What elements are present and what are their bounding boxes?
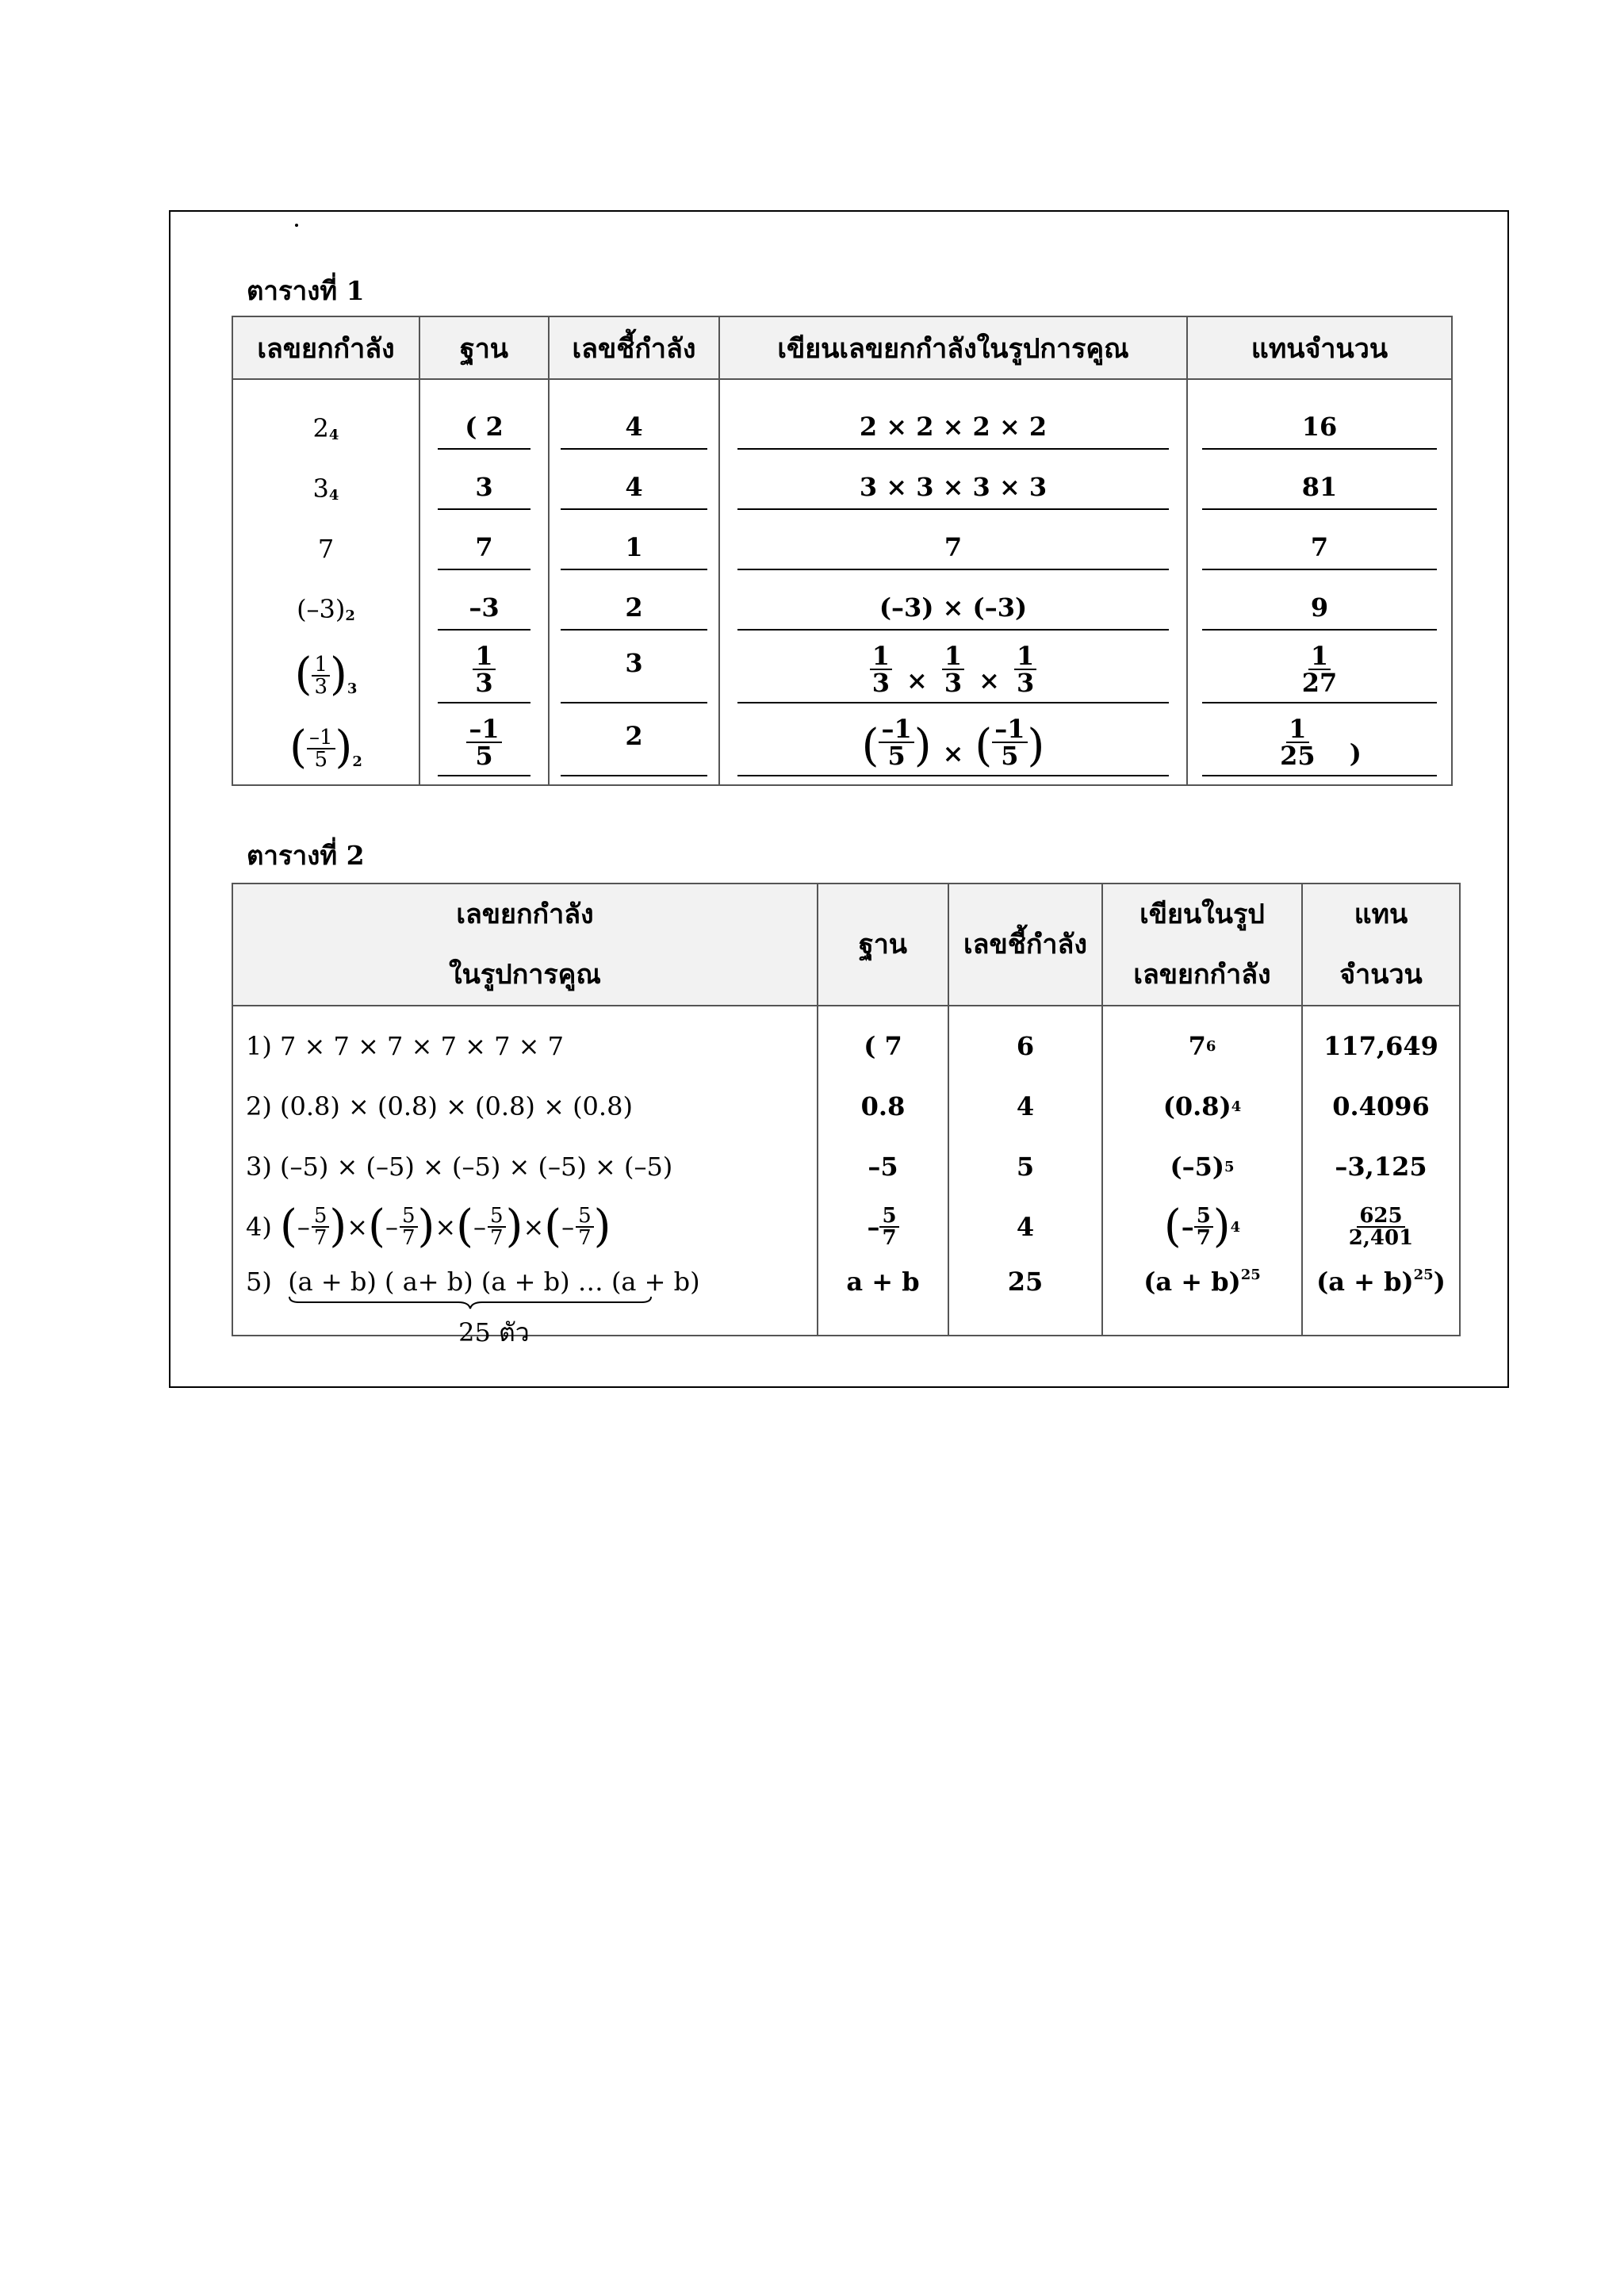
table2-header-value: แทน จำนวน <box>1302 884 1460 1006</box>
table1-base-cell: $\frac{-1}{5}$ <box>438 703 530 776</box>
underbrace-icon <box>288 1295 653 1309</box>
table2-power-cell: 7 6 <box>1188 1031 1216 1061</box>
table1-base-cell: –3 <box>438 570 530 631</box>
table2-value-column <box>1302 1006 1460 1336</box>
table1-exponent-cell: 2 <box>561 703 707 776</box>
table2-product-cell: 4) ( – $\frac{5}{7}$ ) × ( – $\frac{5}{7}$ ) × ( – $\frac{5}{7}$ ) × ( – $\frac{5}{7}$ ) <box>246 1201 611 1252</box>
table1-product-cell: (–3) × (–3) <box>737 570 1169 631</box>
table1-header-power: เลขยกกำลัง <box>232 316 419 379</box>
table2-product-cell: 1) 7 × 7 × 7 × 7 × 7 × 7 <box>246 1031 564 1061</box>
table1-exponent-cell: 2 <box>561 570 707 631</box>
table1-power-column <box>232 379 419 785</box>
table2-exponent-cell: 4 <box>1016 1091 1035 1121</box>
table1-power-cell: 7 <box>317 534 335 564</box>
table1-power-cell: ( $\frac{1}{3}$ ) $_3$ <box>294 649 358 700</box>
table1-value-cell: 9 <box>1202 570 1437 631</box>
table2-value-cell: 117,649 <box>1323 1031 1438 1061</box>
table2-base-cell: a + b <box>846 1267 920 1297</box>
table1-exponent-cell: 1 <box>561 510 707 570</box>
table1-exponent-cell: 4 <box>561 450 707 510</box>
table2-value-cell: $\frac{625}{2,401}$ <box>1348 1204 1414 1250</box>
table2-caption: ตารางที่ 2 <box>247 840 365 871</box>
table1-exponent-cell: 3 <box>561 631 707 703</box>
table2-value-cell: 0.4096 <box>1332 1091 1430 1121</box>
table2-power-cell: ( – $\frac{5}{7}$ ) 4 <box>1163 1201 1241 1252</box>
table1-base-cell: 7 <box>438 510 530 570</box>
table1-header-row <box>232 316 1452 379</box>
table1-value-cell: $\frac{1}{25}$ ) <box>1202 703 1437 776</box>
table2-header-power: เขียนในรูป เลขยกกำลัง <box>1102 884 1302 1006</box>
table1-base-cell: $\frac{1}{3}$ <box>438 631 530 703</box>
table2-power-column <box>1102 1006 1302 1336</box>
table1-value-cell: 16 <box>1202 389 1437 450</box>
table2-product-cell: 3) (–5) × (–5) × (–5) × (–5) × (–5) <box>246 1152 673 1182</box>
table2-exponent-cell: 25 <box>1007 1267 1044 1297</box>
table2-header-product: เลขยกกำลัง ในรูปการคูณ <box>232 884 818 1006</box>
table1-product-cell: 2 × 2 × 2 × 2 <box>737 389 1169 450</box>
table1-product-column <box>719 379 1187 785</box>
table2-base-cell: ( 7 <box>864 1031 902 1061</box>
table1-product-cell: ( $\frac{-1}{5}$ ) × ( $\frac{-1}{5}$ ) <box>737 703 1169 776</box>
table2-power-cell: (a + b) $^{25}$ <box>1143 1267 1261 1297</box>
table1-caption: ตารางที่ 1 <box>247 275 365 306</box>
table1-value-cell: 7 <box>1202 510 1437 570</box>
table1-value-cell: 81 <box>1202 450 1437 510</box>
underbrace-group: (a + b) ( a+ b) (a + b) … (a + b) 25 ตัว <box>288 1267 699 1297</box>
table1-power-cell: ( $\frac{-1}{5}$ ) $_2$ <box>289 722 362 773</box>
table1-value-cell: $\frac{1}{27}$ <box>1202 631 1437 703</box>
table1-value-column <box>1187 379 1452 785</box>
table1-base-cell: ( 2 <box>438 389 530 450</box>
table1-exponent-column <box>549 379 719 785</box>
table1-exponent-cell: 4 <box>561 389 707 450</box>
underbrace-label: 25 ตัว <box>458 1317 530 1347</box>
table1-base-cell: 3 <box>438 450 530 510</box>
table1-power-cell: 2 $_4$ <box>312 413 339 443</box>
table2-base-column <box>818 1006 948 1336</box>
table1-power-cell: (–3) $_2$ <box>297 594 355 624</box>
table2-product-cell: 2) (0.8) × (0.8) × (0.8) × (0.8) <box>246 1091 633 1121</box>
table1-header-base: ฐาน <box>419 316 549 379</box>
table1-header-exponent: เลขชี้กำลัง <box>549 316 719 379</box>
table1 <box>232 316 1453 786</box>
table2-header-row <box>232 884 1460 1006</box>
table1-product-cell: 7 <box>737 510 1169 570</box>
table2-base-cell: –5 <box>868 1152 898 1182</box>
table2-exponent-cell: 6 <box>1016 1031 1035 1061</box>
table1-product-cell: 3 × 3 × 3 × 3 <box>737 450 1169 510</box>
table2-base-cell: 0.8 <box>860 1091 906 1121</box>
dot-mark <box>295 224 298 227</box>
table2-power-cell: (–5) 5 <box>1170 1152 1235 1182</box>
table2-value-cell: (a + b) $^{25}$ ) <box>1316 1267 1446 1297</box>
table1-power-cell: 3 $_4$ <box>312 473 339 504</box>
table1-header-value: แทนจำนวน <box>1187 316 1452 379</box>
table2 <box>232 883 1461 1347</box>
table2-exponent-cell: 5 <box>1016 1152 1035 1182</box>
table2-exponent-cell: 4 <box>1016 1212 1035 1242</box>
table2-base-cell: – $\frac{5}{7}$ <box>818 1197 948 1257</box>
table2-header-exponent: เลขชี้กำลัง <box>948 884 1102 1006</box>
table1-header-product: เขียนเลขยกกำลังในรูปการคูณ <box>719 316 1187 379</box>
table2-value-cell: –3,125 <box>1335 1152 1427 1182</box>
table1-product-cell: $\frac{1}{3}$ × $\frac{1}{3}$ × $\frac{1}{3}$ <box>737 631 1169 703</box>
table2-header-base: ฐาน <box>818 884 948 1006</box>
table2-product-column <box>232 1006 818 1347</box>
table2-product-cell: 5) (a + b) ( a+ b) (a + b) … (a + b) 25 ตัว <box>233 1257 817 1328</box>
table2-exponent-column <box>948 1006 1102 1336</box>
table1-base-column <box>419 379 549 785</box>
table2-power-cell: (0.8) 4 <box>1162 1091 1242 1121</box>
